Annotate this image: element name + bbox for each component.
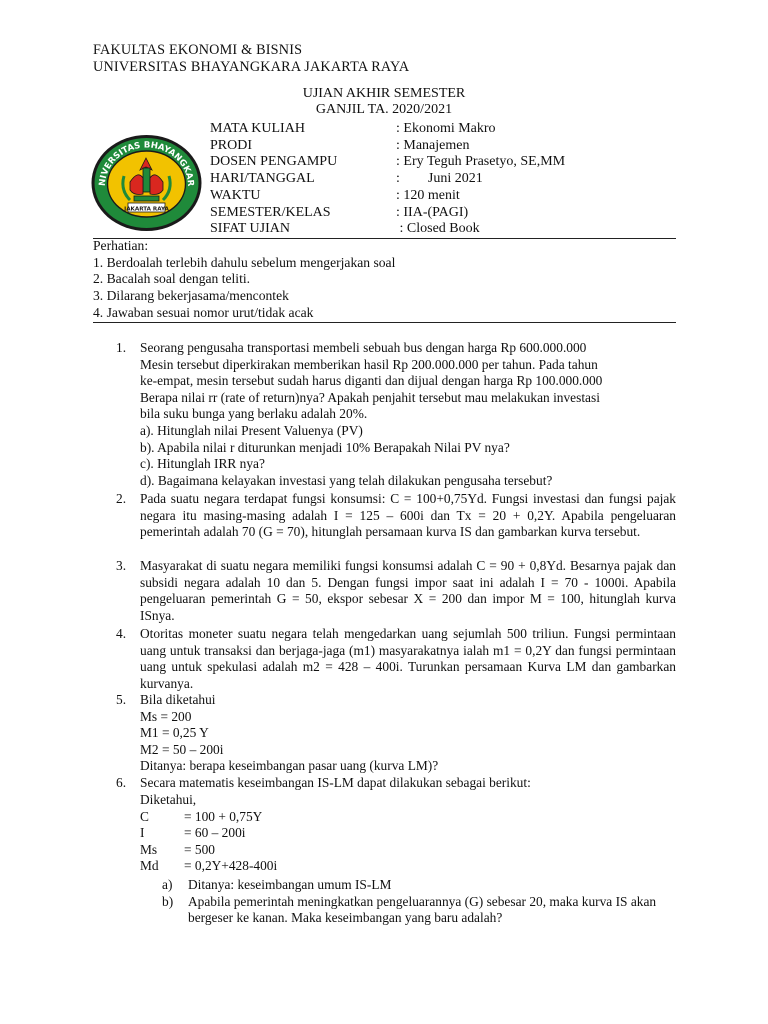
notice-item: 3. Dilarang bekerjasama/mencontek <box>93 288 289 303</box>
question-line: Seorang pengusaha transportasi membeli sebuah bus dengan harga Rp 600.000.000 <box>140 340 587 355</box>
given-key: I <box>140 825 145 841</box>
sub-question: a). Hitunglah nilai Present Valuenya (PV) <box>140 422 363 438</box>
question-line: Berapa nilai rr (rate of return)nya? Apakah penjahit tersebut mau melakukan investasi <box>140 389 600 405</box>
list-marker: a) <box>162 877 173 892</box>
sub-question: c). Hitunglah IRR nya? <box>140 456 265 472</box>
given-value: = 100 + 0,75Y <box>184 809 263 824</box>
question-number: 2. <box>116 491 127 506</box>
info-value: : 120 menit <box>396 187 460 203</box>
question-text: Pada suatu negara terdapat fungsi konsumsi: C = 100+0,75Yd. Fungsi investasi dan fungsi pajak negara itu masing-masing adalah I = 125 – 600i dan Tx = 20 + 0,2Y. Apabila pengeluaran pemerintah adalah 70 (G = 70), hitunglah persamaan kurva IS dan gambarkan kurva tersebut. <box>140 491 676 540</box>
info-label: MATA KULIAH <box>210 121 305 136</box>
list-item <box>162 877 676 894</box>
question-number: 3. <box>116 558 127 573</box>
given-key: Md <box>140 858 159 874</box>
info-value: : Juni 2021 <box>396 171 483 187</box>
university-logo <box>90 134 203 232</box>
question-line: Secara matematis keseimbangan IS-LM dapat dilakukan sebagai berikut: <box>140 775 531 790</box>
question-line: Ms = 200 <box>140 708 192 724</box>
given-key: C <box>140 809 149 824</box>
question-number: 4. <box>116 626 127 641</box>
question-3 <box>140 558 676 624</box>
list-text: Ditanya: keseimbangan umum IS-LM <box>188 877 392 892</box>
info-value: : IIA-(PAGI) <box>396 204 469 220</box>
svg-text:JAKARTA RAYA: JAKARTA RAYA <box>124 206 169 213</box>
info-value: : Ery Teguh Prasetyo, SE,MM <box>396 154 566 170</box>
university-name: UNIVERSITAS BHAYANGKARA JAKARTA RAYA <box>93 59 410 75</box>
question-line: Mesin tersebut diperkirakan memberikan hasil Rp 200.000.000 per tahun. Pada tahun <box>140 356 598 372</box>
info-label: DOSEN PENGAMPU <box>210 154 338 170</box>
question-text: Masyarakat di suatu negara memiliki fungsi konsumsi adalah C = 90 + 0,8Yd. Besarnya pajak dan subsidi negara adalah 10 dan 5. Dengan fungsi impor saat ini adalah I = 70 - 1000i. Apabila pengeluaran pemerintah G = 50, ekspor sebesar X = 200 dan impor M = 100, hitunglah kurva ISnya. <box>140 558 676 623</box>
notice-item: 2. Bacalah soal dengan teliti. <box>93 271 251 286</box>
info-label: WAKTU <box>210 187 261 203</box>
question-line: M1 = 0,25 Y <box>140 725 209 741</box>
list-item <box>162 894 676 927</box>
question-number: 5. <box>116 692 127 707</box>
question-line: Ditanya: berapa keseimbangan pasar uang (kurva LM)? <box>140 758 439 774</box>
info-value: : Closed Book <box>396 221 480 237</box>
question-number: 6. <box>116 775 127 790</box>
exam-period: GANJIL TA. 2020/2021 <box>315 102 453 117</box>
given-value: = 500 <box>184 841 215 857</box>
exam-title: UJIAN AKHIR SEMESTER <box>302 86 466 101</box>
list-marker: b) <box>162 893 174 909</box>
header-divider <box>93 238 676 239</box>
info-label: PRODI <box>210 137 253 153</box>
question-2 <box>140 491 676 541</box>
question-4 <box>140 626 676 692</box>
info-value: : Manajemen <box>396 137 470 153</box>
info-value: : Ekonomi Makro <box>396 121 496 136</box>
question-6 <box>140 775 676 808</box>
question-5 <box>140 692 676 775</box>
question-number: 1. <box>116 340 127 355</box>
university-seal-icon <box>90 134 203 232</box>
svg-text:UNIVERSITAS BHAYANGKARA: NIVERSITAS BHAYANGKAR <box>97 140 196 187</box>
info-label: SEMESTER/KELAS <box>210 204 331 220</box>
info-label: HARI/TANGGAL <box>210 171 315 187</box>
given-value: = 0,2Y+428-400i <box>184 858 278 874</box>
question-line: Diketahui, <box>140 791 197 807</box>
question-line: ke-empat, mesin tersebut sudah harus diganti dan dijual dengan harga Rp 100.000.000 <box>140 373 603 389</box>
question-text: Otoritas moneter suatu negara telah mengedarkan uang sejumlah 500 triliun. Fungsi permintaan uang untuk transaksi dan berjaga-jaga (m1) masyarakatnya ialah m1 = 0,2Y dan fungsi permintaan uang untuk spekulasi adalah m2 = 428 – 400i. Turunkan persamaan Kurva LM dan gambarkan kurvanya. <box>140 626 676 691</box>
notice-divider <box>93 322 676 323</box>
question-1 <box>140 340 676 489</box>
given-key: Ms <box>140 841 158 857</box>
question-line: bila suku bunga yang berlaku adalah 20%. <box>140 406 368 422</box>
faculty-name: FAKULTAS EKONOMI & BISNIS <box>93 42 303 58</box>
question-line: M2 = 50 – 200i <box>140 741 224 757</box>
question-line: Bila diketahui <box>140 692 216 707</box>
given-value: = 60 – 200i <box>184 825 246 841</box>
question-6-list <box>162 877 676 927</box>
sub-question: d). Bagaimana kelayakan investasi yang telah dilakukan pengusaha tersebut? <box>140 472 553 488</box>
notice-item: 4. Jawaban sesuai nomor urut/tidak acak <box>93 305 314 320</box>
list-text: Apabila pemerintah meningkatkan pengeluarannya (G) sebesar 20, maka kurva IS akan bergeser ke kanan. Maka keseimbangan yang baru adalah? <box>188 893 657 926</box>
notice-heading: Perhatian: <box>93 238 149 253</box>
sub-question: b). Apabila nilai r diturunkan menjadi 10% Berapakah Nilai PV nya? <box>140 439 510 455</box>
info-label: SIFAT UJIAN <box>210 221 290 237</box>
notice-item: 1. Berdoalah terlebih dahulu sebelum mengerjakan soal <box>93 255 396 270</box>
